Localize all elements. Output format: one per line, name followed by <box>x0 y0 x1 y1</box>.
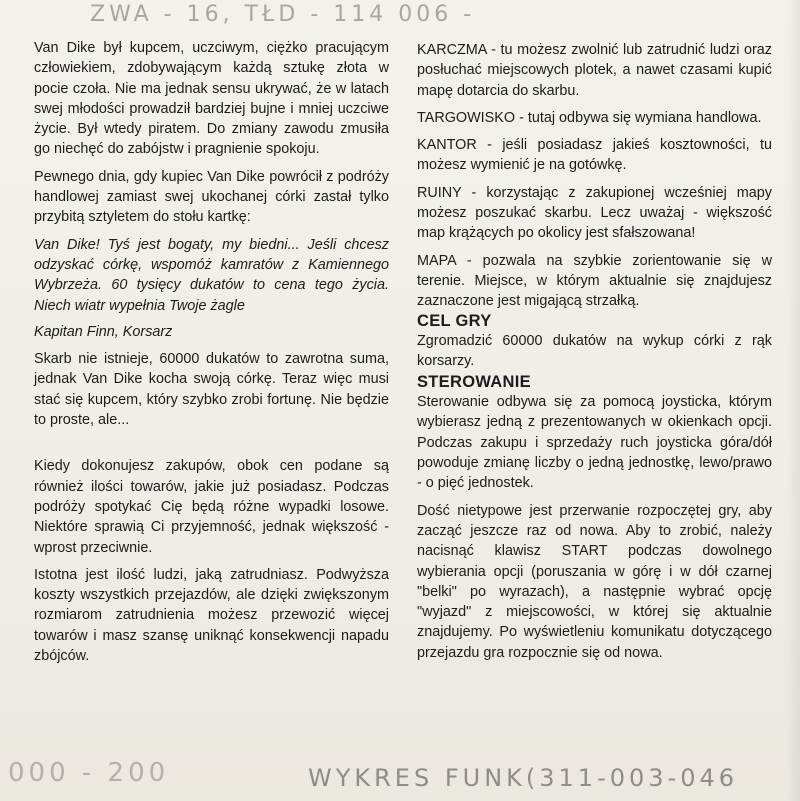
pencil-annotation-bottom-right: WYKRES FUNK(311-003-046 <box>308 764 739 792</box>
left-column <box>34 38 389 673</box>
location-targowisko: TARGOWISKO - tutaj odbywa się wymiana handlowa. <box>417 109 762 126</box>
story-intro-paragraph: Van Dike był kupcem, uczciwym, ciężko pracującym człowiekiem, zdobywającym każdą sztukę złota w pocie czoła. Nie ma jednak sensu ukrywać, że w latach swej młodości prowadził bardziej bujne i mniej uczciwe życie. Był wtedy piratem. Do zmiany zawodu zmusiła go niechęć do zabójstw i pragnienie spokoju. <box>34 40 389 158</box>
location-kantor: KANTOR - jeśli posiadasz jakieś kosztowności, tu możesz wymienić je na gotówkę. <box>417 137 772 174</box>
controls-heading: STEROWANIE <box>417 373 531 392</box>
trading-paragraph: Kiedy dokonujesz zakupów, obok cen podane są również ilości towarów, jakie już posiadasz. Podczas podróży spotykać Cię będą różne wypadki losowe. Niektóre sprawią Ci przyjemność, jednak większość - wprost przeciwnie. <box>34 458 389 556</box>
controls-paragraph-2: Dość nietypowe jest przerwanie rozpoczętej gry, aby zacząć jeszcze raz od nowa. Aby to zrobić, należy nacisnąć klawisz START podczas dowolnego wybierania opcji (poruszania w górę i w dół czarnej "belki" po wyrazach), a następnie wybrać opcję "wyjazd" z miejscowości, w której się aktualnie znajdujemy. Po wyświetleniu komunikatu dotyczącego przejazdu gra rozpocznie się od nowa. <box>417 502 772 661</box>
location-karczma: KARCZMA - tu możesz zwolnić lub zatrudnić ludzi oraz posłuchać miejscowych plotek, a nawet czasami kupić mapę dotarcia do skarbu. <box>417 42 772 99</box>
controls-paragraph-1: Sterowanie odbywa się za pomocą joysticka, którym wybierasz jedną z prezentowanych w okienkach opcji. Podczas zakupu i sprzedaży ruch joysticka góra/dół powoduje zmianę liczby o jedną jednostkę, lewo/prawo - o pięć jednostek. <box>417 394 772 492</box>
story-paragraph-2: Pewnego dnia, gdy kupiec Van Dike powrócił z podróży handlowej zamiast swej ukochanej córki zastał tylko przybitą sztyletem do stołu kartkę: <box>34 168 389 226</box>
page-edge-shadow <box>786 0 800 801</box>
pencil-annotation-top: ZWA - 16, TŁD - 114 006 - <box>90 2 476 27</box>
story-paragraph-3: Skarb nie istnieje, 60000 dukatów to zawrotna suma, jednak Van Dike kocha swoją córkę. Teraz więc musi stać się kupcem, który szybko zrobi fortunę. Nie będzie to proste, ale... <box>34 351 389 429</box>
ransom-note-signature: Kapitan Finn, Korsarz <box>34 323 173 340</box>
right-column <box>417 40 772 670</box>
option-mapa: MAPA - pozwala na szybkie zorientowanie się w terenie. Miejsce, w którym aktualnie się znajdujesz zaznaczone jest migającą strzałką. <box>417 252 772 310</box>
location-ruiny: RUINY - korzystając z zakupionej wcześniej mapy możesz poszukać skarbu. Lecz uważaj - większość map krążących po okolicy jest sfałszowana! <box>417 184 772 242</box>
goal-text: Zgromadzić 60000 dukatów na wykup córki z rąk korsarzy. <box>417 332 772 369</box>
goal-heading: CEL GRY <box>417 311 492 330</box>
crew-paragraph: Istotna jest ilość ludzi, jaką zatrudniasz. Podwyższa koszty wszystkich przejazdów, ale dzięki zwiększonym rozmiarom zatrudnienia możesz przewozić więcej towarów i masz szansę uniknąć konsekwencji napadu zbójców. <box>34 566 389 665</box>
pencil-annotation-bottom-left: 000 - 200 <box>8 758 170 788</box>
ransom-note-quote: Van Dike! Tyś jest bogaty, my biedni... Jeśli chcesz odzyskać córkę, wspomóż kamratów z Kamiennego Wybrzeża. 60 tysięcy dukatów to cena tego życia. Niech wiatr wypełnia Twoje żagle <box>34 236 389 314</box>
